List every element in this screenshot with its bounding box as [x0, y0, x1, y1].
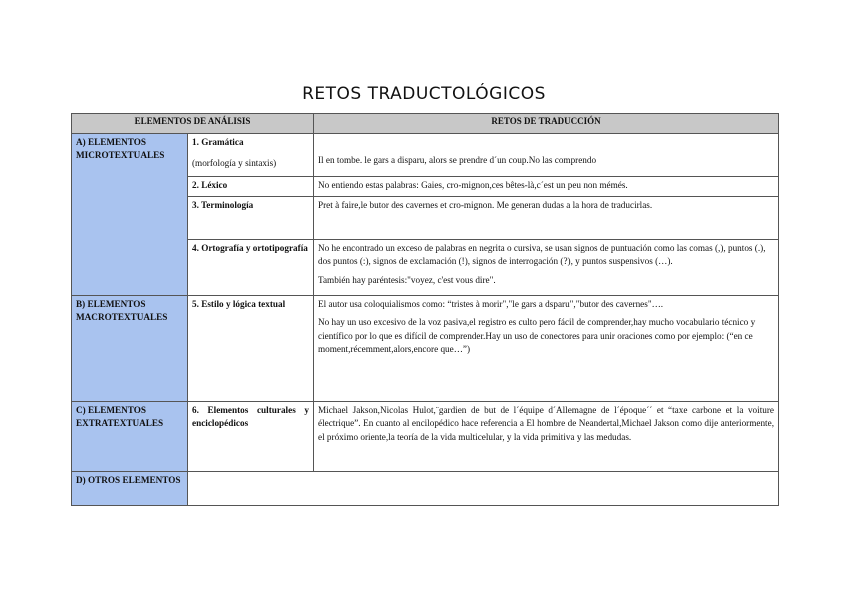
category-macrotextuales: B) ELEMENTOS MACROTEXTUALES [72, 296, 188, 402]
table-row [72, 296, 779, 402]
subcategory-gramatica [188, 134, 314, 177]
category-microtextuales: A) ELEMENTOS MICROTEXTUALES [72, 134, 188, 296]
challenge-estilo [314, 296, 779, 402]
empty-cell [188, 472, 779, 506]
header-row [72, 114, 779, 134]
challenge-culturales: Michael Jakson,Nicolas Hulot,¨gardien de but de l´équipe d´Allemagne de l´époque´´ et “taxe carbone et la voiture électrique”. En cuanto al encilopédico hace referencia a El hombre de Neandertal,Michael Jakson como dije anteriormente, el próximo oriente,la teoría de la vida multicelular, y la vida primitiva y las medudas. [314, 402, 779, 472]
challenge-paragraph: También hay paréntesis:"voyez, c'est vous dire". [318, 274, 496, 285]
challenge-paragraph: No hay un uso excesivo de la voz pasiva,el registro es culto pero fácil de comprender,hay mucho vocabulario técnico y científico por lo que es difícil de comprender.Hay un uso de conectores para unir oraciones como por ejemplo: (“en ce moment,récemment,alors,encore que…”) [318, 317, 756, 355]
subcategory-ortografia: 4. Ortografía y ortotipografía [188, 240, 314, 296]
category-otros: D) OTROS ELEMENTOS [72, 472, 188, 506]
header-retos: RETOS DE TRADUCCIÓN [314, 114, 779, 134]
analysis-table [71, 113, 779, 506]
challenge-terminologia: Pret à faire,le butor des cavernes et cro-mignon. Me generan dudas a la hora de traducirlas. [314, 197, 779, 240]
challenge-gramatica: Il en tombe. le gars a disparu, alors se prendre d´un coup.No las comprendo [314, 134, 779, 177]
subcategory-culturales: 6. Elementos culturales y enciclopédicos [188, 402, 314, 472]
header-elementos: ELEMENTOS DE ANÁLISIS [72, 114, 314, 134]
subcategory-note: (morfología y sintaxis) [192, 158, 277, 169]
table-row [72, 472, 779, 506]
document-title: RETOS TRADUCTOLÓGICOS [302, 84, 546, 104]
table-row [72, 402, 779, 472]
table-row [72, 134, 779, 177]
subcategory-label: 1. Gramática [192, 137, 244, 147]
challenge-paragraph: No he encontrado un exceso de palabras en negrita o cursiva, se usan signos de puntuación como las comas (,), puntos (.), dos puntos (:), signos de exclamación (!), signos de interrogación (?), y puntos suspensivos (…). [318, 243, 766, 267]
subcategory-estilo: 5. Estilo y lógica textual [188, 296, 314, 402]
subcategory-lexico: 2. Léxico [188, 177, 314, 197]
subcategory-terminologia: 3. Terminología [188, 197, 314, 240]
category-extratextuales: C) ELEMENTOS EXTRATEXTUALES [72, 402, 188, 472]
challenge-ortografia [314, 240, 779, 296]
challenge-paragraph: El autor usa coloquialismos como: “tristes à morir","le gars a dsparu","butor des cavernes"…. [318, 299, 664, 309]
challenge-lexico: No entiendo estas palabras: Gaies, cro-mignon,ces bêtes-là,c´est un peu non mémés. [314, 177, 779, 197]
